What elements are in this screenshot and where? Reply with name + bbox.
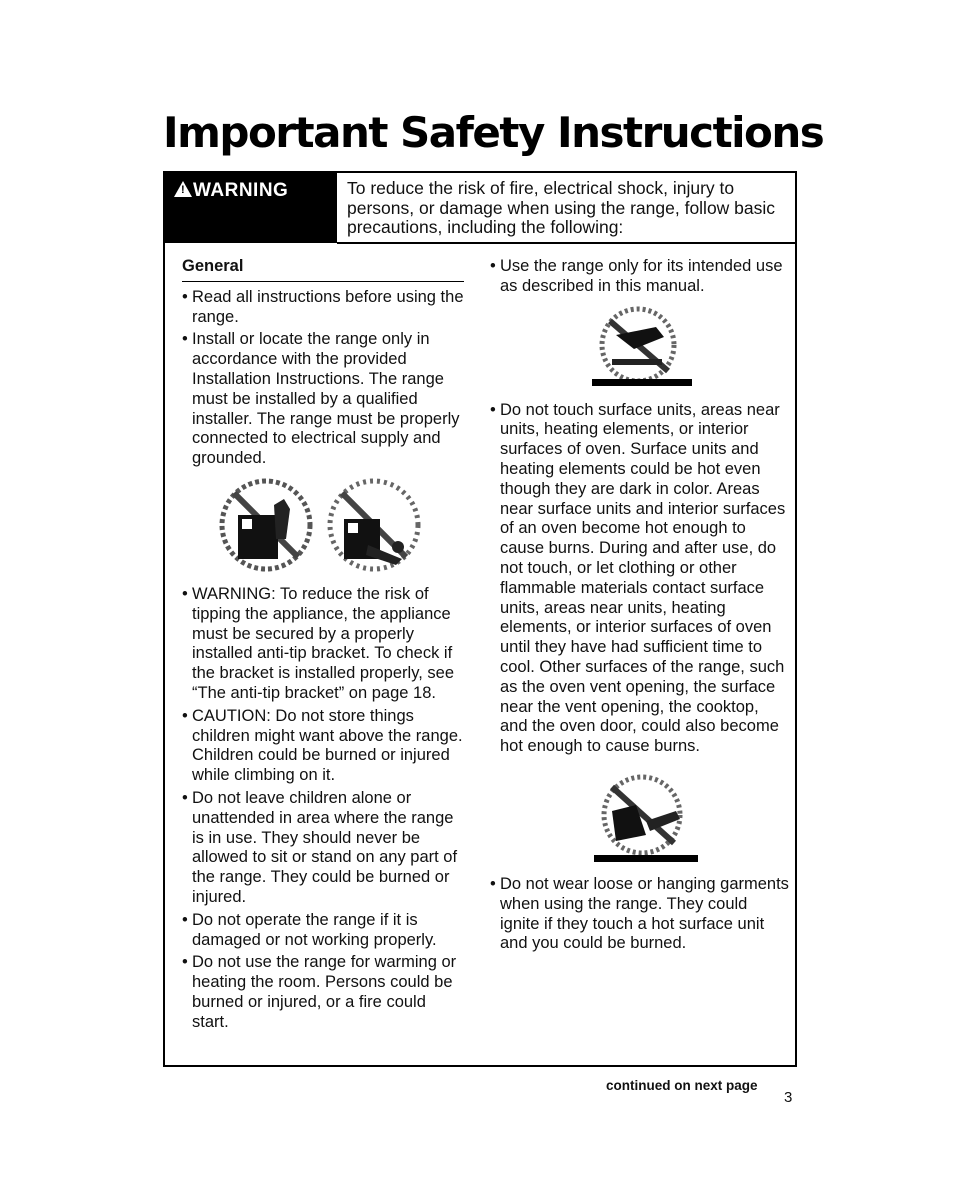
list-item: • Do not wear loose or hanging garments when using the range. They could ignite if they touch a hot surface unit and you could be burned. xyxy=(490,875,790,954)
child-climbing-range-icon xyxy=(218,475,458,577)
continued-note: continued on next page xyxy=(606,1078,758,1093)
warning-divider xyxy=(337,242,795,244)
list-item: • Do not use the range for warming or heating the room. Persons could be burned or injured, or a fire could start. xyxy=(182,953,467,1032)
list-item: • Install or locate the range only in accordance with the provided Installation Instructions. The range must be installed by a qualified installer. The range must be properly connected to electrical supply and grounded. xyxy=(182,330,467,469)
left-column xyxy=(182,257,467,1036)
warning-label xyxy=(165,173,337,243)
warning-label-text: WARNING xyxy=(193,180,289,201)
warning-text: To reduce the risk of fire, electrical shock, injury to persons, or damage when using the range, follow basic precautions, including the following: xyxy=(347,178,776,237)
list-item: • WARNING: To reduce the risk of tipping the appliance, the appliance must be secured by a properly installed anti-tip bracket. To check if the bracket is installed properly, see “The anti-tip bracket” on page 18. xyxy=(182,585,467,704)
right-column xyxy=(490,257,790,957)
list-item: • Do not leave children alone or unattended in area where the range is in use. They should never be allowed to sit or stand on any part of the range. They could be burned or injured. xyxy=(182,789,467,908)
section-heading-general: General xyxy=(182,257,464,282)
list-item: • CAUTION: Do not store things children might want above the range. Children could be burned or injured while climbing on it. xyxy=(182,707,467,786)
loose-garment-fire-icon xyxy=(590,771,700,867)
hot-surface-figure xyxy=(586,305,790,393)
list-item: • Use the range only for its intended use as described in this manual. xyxy=(490,257,790,297)
child-climbing-warning-figure xyxy=(218,475,467,577)
loose-garment-figure xyxy=(590,771,790,867)
page-title: Important Safety Instructions xyxy=(163,108,824,157)
page-number: 3 xyxy=(784,1089,793,1106)
list-item: • Do not touch surface units, areas near units, heating elements, or interior surfaces of oven. Surface units and heating elements could be hot even though they are dark in color. Areas near surface units and interior surfaces of an oven become hot enough to cause burns. During and after use, do not touch, or let clothing or other flammable materials contact surface units, areas near units, heating elements, or interior surfaces of oven until they have had sufficient time to cool. Other surfaces of the range, such as the oven vent opening, the surface near the vent opening, the cooktop, and the oven door, could also become hot enough to cause burns. xyxy=(490,401,790,757)
list-item: • Do not operate the range if it is damaged or not working properly. xyxy=(182,911,467,951)
list-item: • Read all instructions before using the range. xyxy=(182,288,467,328)
hot-surface-hand-icon xyxy=(586,305,696,393)
warning-frame xyxy=(163,171,797,1067)
warning-triangle-icon xyxy=(174,181,192,197)
